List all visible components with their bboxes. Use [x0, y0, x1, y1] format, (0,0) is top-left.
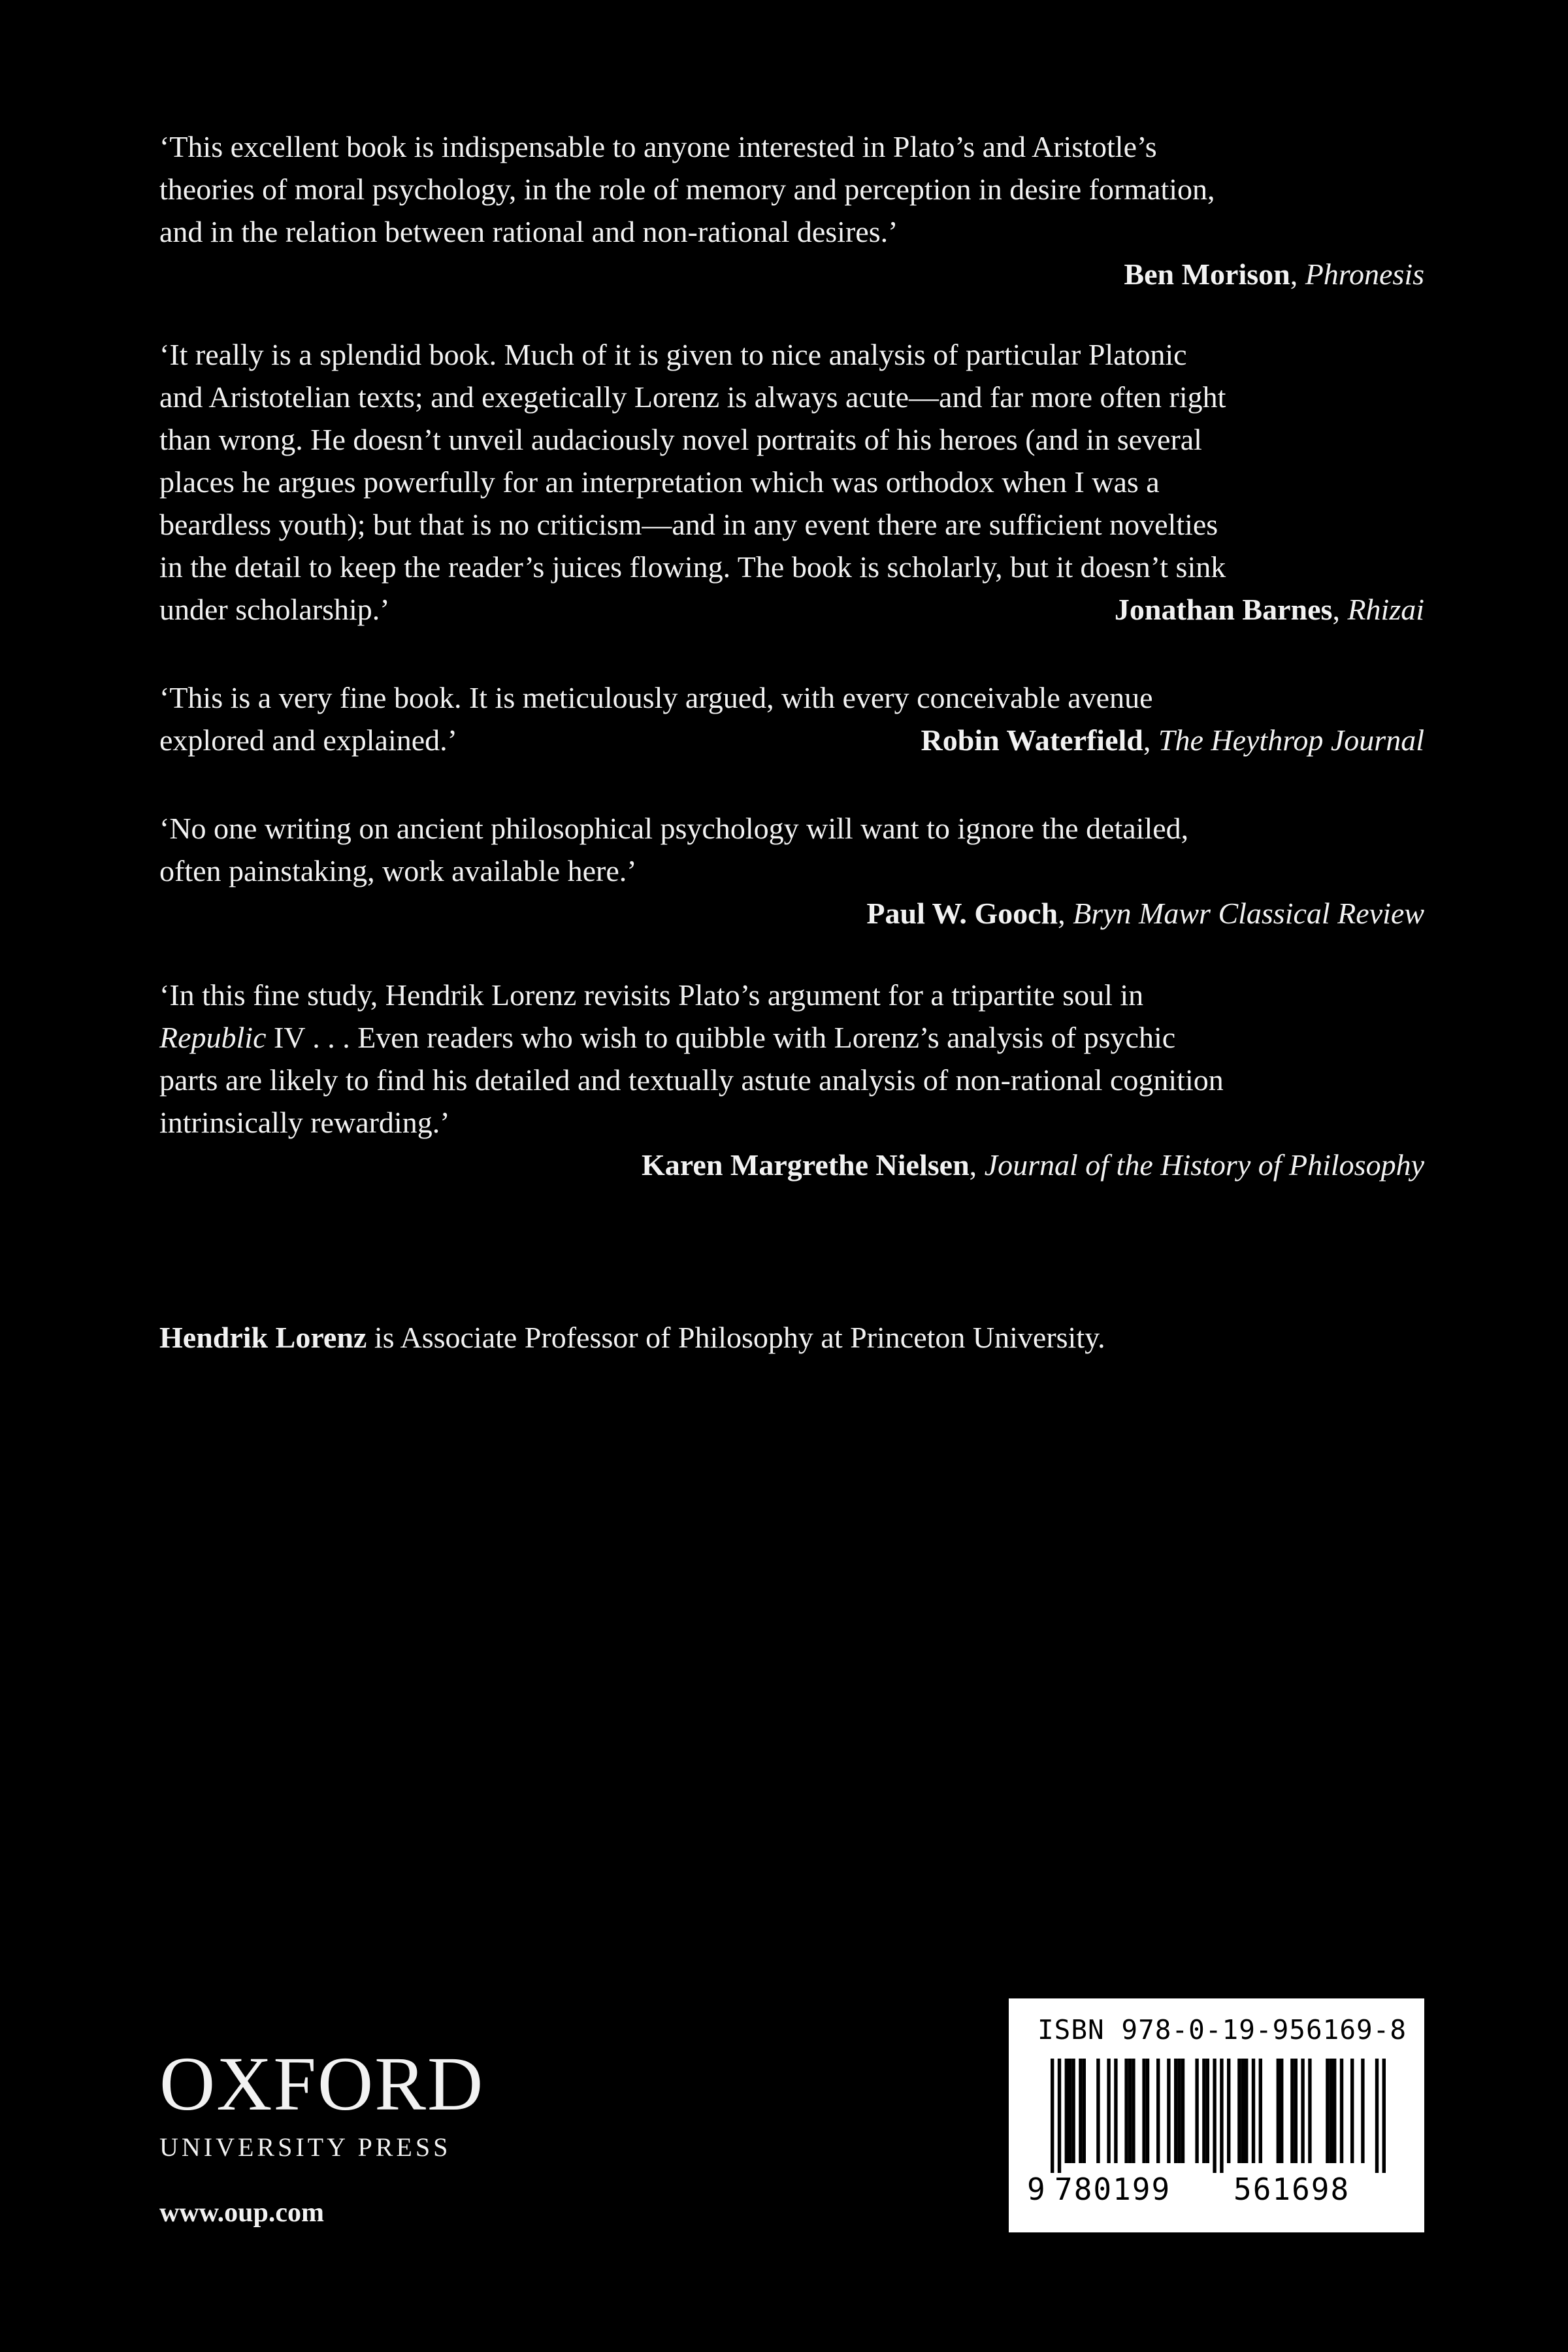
barcode-bar: [1340, 2059, 1343, 2163]
reviewer-name: Robin Waterfield: [921, 723, 1143, 757]
barcode-bar: [1096, 2059, 1100, 2163]
review-quote-text: ‘It really is a splendid book. Much of it is given to nice analysis of particular Platonic and Aristotelian texts; and exegetically Lorenz is always acute—and far more often right than wrong. He doesn’t unveil audaciously novel portraits of his heroes (and in several places he argues powerfully for an interpretation which was orthodox when I was a beardless youth); but that is no criticism—and in any event there are sufficient novelties in the detail to keep the reader’s juices flowing. The book is scholarly, but it doesn’t sink under scholarship.’: [159, 338, 1226, 626]
attribution-separator: ,: [1143, 723, 1158, 757]
barcode-bars: [1027, 2059, 1406, 2173]
barcode-bar: [1259, 2059, 1262, 2163]
barcode-bar: [1181, 2059, 1184, 2163]
barcode-first-digit: 9: [1027, 2172, 1045, 2207]
barcode-bar: [1146, 2059, 1149, 2163]
isbn-label: ISBN 978-0-19-956169-8: [1037, 2014, 1407, 2046]
barcode-bar: [1237, 2059, 1241, 2163]
attribution-separator: ,: [1332, 593, 1348, 626]
book-title-italic: Republic: [159, 1021, 267, 1054]
attribution-separator: ,: [1058, 897, 1073, 930]
barcode-bar: [1350, 2059, 1354, 2163]
barcode-guard-bar: [1213, 2059, 1216, 2173]
barcode-guard-bar: [1051, 2059, 1054, 2173]
review-quote-5: [159, 974, 1424, 1186]
review-source: Journal of the History of Philosophy: [984, 1148, 1424, 1182]
quote-line: ‘In this fine study, Hendrik Lorenz revisits Plato’s argument for a tripartite soul in: [159, 978, 1144, 1012]
barcode-digits: [1027, 2170, 1406, 2209]
review-attribution: [921, 719, 1424, 761]
barcode-bar: [1195, 2059, 1198, 2163]
reviewer-name: Jonathan Barnes: [1114, 593, 1333, 626]
barcode-left-digits: 780199: [1054, 2172, 1171, 2207]
barcode-bar: [1252, 2059, 1255, 2163]
publisher-logo-main: OXFORD: [159, 2041, 485, 2127]
barcode-bar: [1124, 2059, 1128, 2163]
isbn-barcode-box: [1009, 1998, 1424, 2232]
review-source: Rhizai: [1347, 593, 1424, 626]
barcode-bar: [1333, 2059, 1336, 2163]
barcode-bar: [1174, 2059, 1177, 2163]
barcode-bar: [1068, 2059, 1071, 2163]
reviewer-name: Karen Margrethe Nielsen: [642, 1148, 970, 1182]
barcode-bar: [1326, 2059, 1329, 2163]
attribution-separator: ,: [969, 1148, 985, 1182]
barcode-bar: [1206, 2059, 1209, 2163]
author-bio-text: is Associate Professor of Philosophy at Princeton University.: [367, 1321, 1105, 1354]
barcode-bar: [1290, 2059, 1294, 2163]
review-quote-text: ‘This is a very fine book. It is meticulously argued, with every conceivable avenue explored and explained.’: [159, 681, 1153, 757]
review-attribution: [159, 253, 1424, 295]
barcode-right-digits: 561698: [1233, 2172, 1350, 2207]
barcode-bar: [1128, 2059, 1132, 2163]
barcode-bar: [1227, 2059, 1230, 2163]
quote-line: IV . . . Even readers who wish to quibble with Lorenz’s analysis of psychic parts are likely to find his detailed and textually astute analysis of non-rational cognition intrinsically rewarding.’: [159, 1021, 1224, 1139]
barcode-bar: [1177, 2059, 1181, 2163]
review-quote-text: [159, 974, 1424, 1144]
barcode-guard-bar: [1220, 2059, 1223, 2173]
author-name: Hendrik Lorenz: [159, 1321, 367, 1354]
reviewer-name: Ben Morison: [1124, 257, 1290, 291]
barcode-bar: [1167, 2059, 1170, 2163]
barcode-guard-bar: [1375, 2059, 1379, 2173]
barcode-bar: [1083, 2059, 1086, 2163]
barcode-bar: [1107, 2059, 1110, 2163]
review-attribution: [1115, 588, 1424, 631]
barcode-bar: [1065, 2059, 1068, 2163]
author-bio: [159, 1316, 1424, 1359]
barcode-bar: [1280, 2059, 1283, 2163]
barcode-bar: [1301, 2059, 1304, 2163]
attribution-separator: ,: [1290, 257, 1305, 291]
barcode-bar: [1202, 2059, 1205, 2163]
review-source: Phronesis: [1305, 257, 1424, 291]
review-source: The Heythrop Journal: [1158, 723, 1424, 757]
review-attribution: [159, 1144, 1424, 1186]
barcode-bar: [1241, 2059, 1245, 2163]
barcode-guard-bar: [1382, 2059, 1386, 2173]
barcode-bar: [1132, 2059, 1135, 2163]
barcode-bar: [1142, 2059, 1145, 2163]
barcode-bar: [1071, 2059, 1075, 2163]
barcode-bar: [1294, 2059, 1298, 2163]
barcode-bar: [1308, 2059, 1311, 2163]
barcode-bar: [1114, 2059, 1117, 2163]
publisher-logo: [159, 2041, 525, 2162]
barcode-bar: [1079, 2059, 1082, 2163]
review-source: Bryn Mawr Classical Review: [1073, 897, 1424, 930]
review-quote-3: [159, 676, 1424, 761]
review-quote-text: ‘No one writing on ancient philosophical psychology will want to ignore the detailed, often painstaking, work available here.’: [159, 812, 1189, 887]
review-quote-2: [159, 333, 1424, 631]
barcode-bar: [1330, 2059, 1333, 2163]
publisher-logo-sub: UNIVERSITY PRESS: [159, 2132, 451, 2162]
review-quote-1: [159, 125, 1424, 295]
barcode-bar: [1277, 2059, 1280, 2163]
barcode-guard-bar: [1058, 2059, 1061, 2173]
publisher-website: www.oup.com: [159, 2198, 325, 2228]
barcode-bar: [1156, 2059, 1160, 2163]
barcode-bar: [1245, 2059, 1248, 2163]
review-quote-4: [159, 807, 1424, 935]
reviewer-name: Paul W. Gooch: [866, 897, 1058, 930]
review-attribution: [159, 892, 1424, 935]
barcode-bar: [1361, 2059, 1364, 2163]
review-quote-text: ‘This excellent book is indispensable to anyone interested in Plato’s and Aristotle’s theories of moral psychology, in the role of memory and perception in desire formation, and in the relation between rational and non-rational desires.’: [159, 130, 1215, 248]
